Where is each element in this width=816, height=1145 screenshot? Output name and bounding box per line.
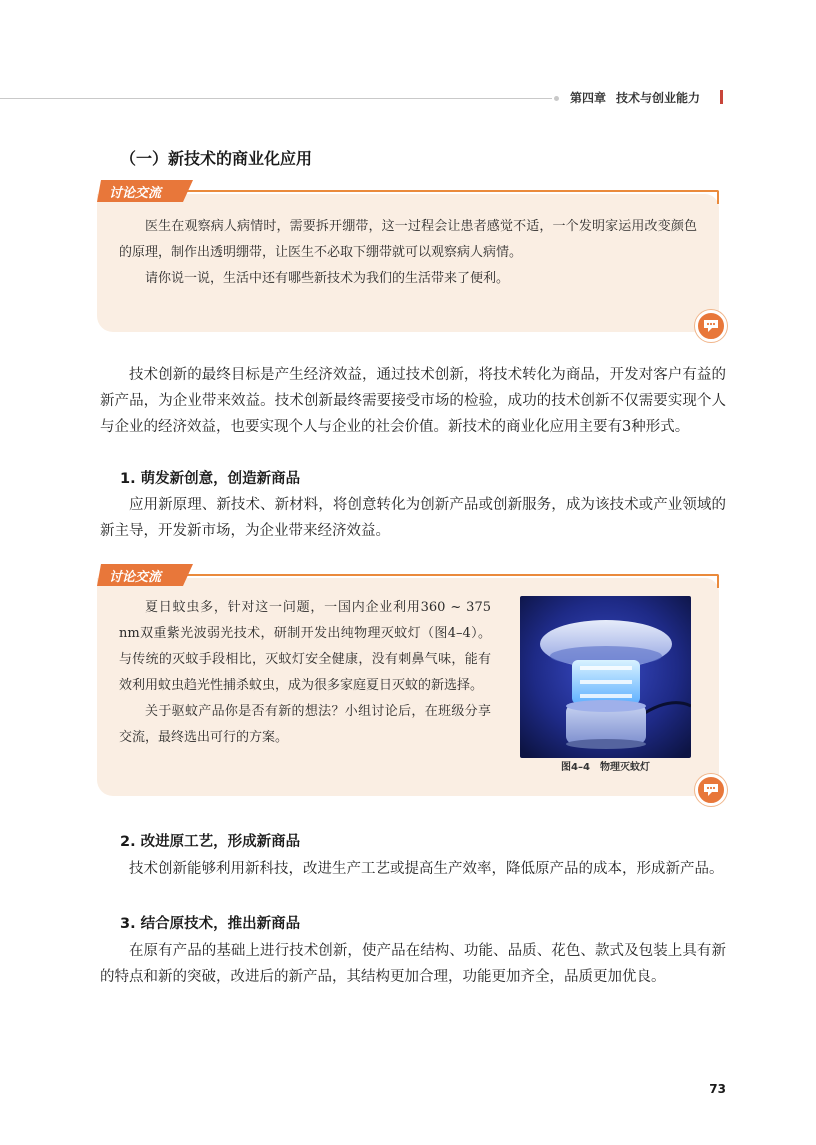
figure-caption: 图4–4 物理灭蚊灯 xyxy=(561,762,650,773)
discussion-label-tab xyxy=(97,564,193,586)
page-number: 73 xyxy=(709,1082,726,1096)
chat-bubble-icon[interactable] xyxy=(695,310,727,342)
discussion-label: 讨论交流 xyxy=(109,186,162,201)
discussion2-paragraph-1: 夏日蚊虫多，针对这一问题，一国内企业利用360 ~ 375 nm双重紫光波弱光技术，研制开发出纯物理灭蚊灯（图4–4）。与传统的灭蚊手段相比，灭蚊灯安全健康，没有刺鼻气味，能有效利用蚊虫趋光性捕杀蚊虫，成为很多家庭夏日灭蚊的新选择。 xyxy=(119,600,491,693)
subheading-3-paragraph: 在原有产品的基础上进行技术创新，使产品在结构、功能、品质、花色、款式及包装上具有新的特点和新的突破，改进后的新产品，其结构更加合理，功能更加齐全，品质更加优良。 xyxy=(100,943,726,985)
header-rule-dot xyxy=(554,96,559,101)
discussion-label-tab xyxy=(97,180,193,202)
discussion-label: 讨论交流 xyxy=(109,570,162,585)
header-rule xyxy=(0,98,552,99)
chapter-number: 第四章 xyxy=(570,91,607,105)
subheading-1-paragraph: 应用新原理、新技术、新材料，将创意转化为创新产品或创新服务，成为该技术或产业领域的新主导，开发新市场，为企业带来经济效益。 xyxy=(100,497,726,539)
uv-mosquito-lamp-photo xyxy=(520,596,691,758)
running-header xyxy=(570,89,700,106)
header-accent-bar xyxy=(720,90,723,104)
discussion-box-rule-corner xyxy=(717,190,719,204)
discussion1-paragraph-2: 请你说一说，生活中还有哪些新技术为我们的生活带来了便利。 xyxy=(145,271,510,286)
discussion-box-rule-corner xyxy=(717,574,719,588)
discussion-box-rule xyxy=(185,574,719,576)
chapter-title: 技术与创业能力 xyxy=(616,91,701,105)
discussion-box-1 xyxy=(97,186,719,332)
discussion-box-2 xyxy=(97,570,719,796)
subheading-2: 2. 改进原工艺，形成新商品 xyxy=(120,834,301,850)
subheading-1: 1. 萌发新创意，创造新商品 xyxy=(120,471,301,487)
discussion2-paragraph-2: 关于驱蚊产品你是否有新的想法？小组讨论后，在班级分享交流，最终选出可行的方案。 xyxy=(119,704,491,745)
body-intro-paragraph: 技术创新的最终目标是产生经济效益，通过技术创新，将技术转化为商品，开发对客户有益的新产品，为企业带来效益。技术创新最终需要接受市场的检验，成功的技术创新不仅需要实现个人与企业的经济效益，也要实现个人与企业的社会价值。新技术的商业化应用主要有3种形式。 xyxy=(100,367,726,435)
subheading-3: 3. 结合原技术，推出新商品 xyxy=(120,916,301,932)
subheading-2-paragraph: 技术创新能够利用新科技，改进生产工艺或提高生产效率，降低原产品的成本，形成新产品。 xyxy=(129,861,724,877)
chat-bubble-icon[interactable] xyxy=(695,774,727,806)
discussion-box-rule xyxy=(185,190,719,192)
section-title: （一）新技术的商业化应用 xyxy=(120,149,313,168)
discussion1-paragraph-1: 医生在观察病人病情时，需要拆开绷带，这一过程会让患者感觉不适，一个发明家运用改变颜色的原理，制作出透明绷带，让医生不必取下绷带就可以观察病人病情。 xyxy=(119,219,697,260)
